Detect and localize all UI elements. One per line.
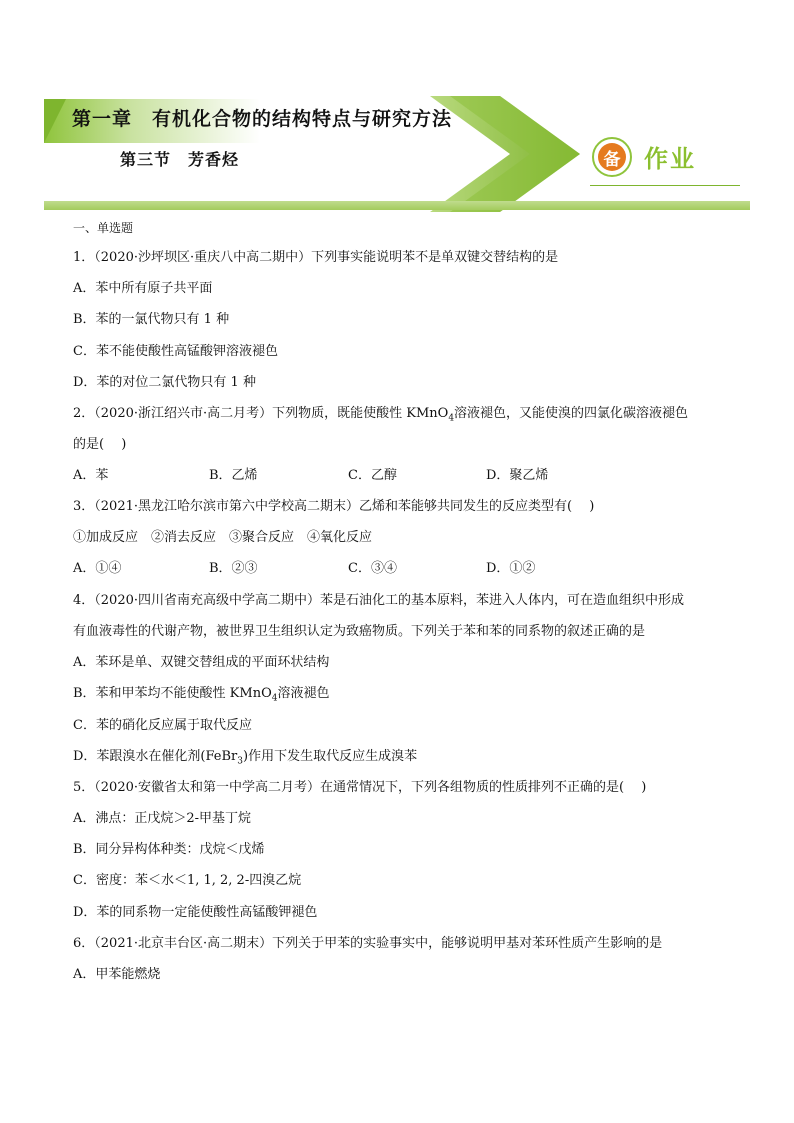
badge-char: 备 (598, 143, 626, 171)
q2-option-c: C．乙醇 (348, 468, 397, 483)
chevron-arrow-icon (430, 96, 590, 214)
q1-option-c: C．苯不能使酸性高锰酸钾溶液褪色 (73, 344, 278, 359)
q5-option-a: A．沸点：正戊烷＞2-甲基丁烷 (73, 811, 252, 826)
q3-option-c: C．③④ (348, 561, 397, 576)
q6-stem: 6．（2021·北京丰台区·高二期末）下列关于甲苯的实验事实中，能够说明甲基对苯环性质产生影响的是 (73, 936, 663, 951)
q5-option-c: C．密度：苯＜水＜1, 1, 2, 2-四溴乙烷 (73, 873, 302, 888)
section-title: 第三节 芳香烃 (120, 150, 240, 169)
badge-circle-icon (592, 137, 632, 177)
q4-option-c: C．苯的硝化反应属于取代反应 (73, 718, 252, 733)
q1-option-d: D．苯的对位二氯代物只有 1 种 (73, 375, 256, 390)
q3-option-d: D．①② (486, 561, 536, 576)
header-underline (590, 185, 740, 186)
badge-label: 作业 (644, 145, 696, 173)
q4-stem-line1: 4．（2020·四川省南充高级中学高二期中）苯是石油化工的基本原料，苯进入人体内，可在造血组织中形成 (73, 593, 684, 608)
q4-option-b-sub: 4 (271, 693, 278, 704)
q2-option-d: D．聚乙烯 (486, 468, 549, 483)
q2-stem-line2: 的是( ) (73, 437, 127, 452)
q2-option-b: B．乙烯 (209, 468, 258, 483)
q6-option-a: A．甲苯能燃烧 (73, 967, 161, 982)
section-heading: 一、单选题 (73, 221, 134, 235)
q3-option-a: A．①④ (73, 561, 122, 576)
q5-option-d: D．苯的同系物一定能使酸性高锰酸钾褪色 (73, 905, 318, 920)
q4-option-b-pre: B．苯和甲苯均不能使酸性 KMnO (73, 686, 272, 701)
q5-stem: 5．（2020·安徽省太和第一中学高二月考）在通常情况下，下列各组物质的性质排列不正确的是( ) (73, 780, 647, 795)
q3-option-b: B．②③ (209, 561, 258, 576)
q4-stem-line2: 有血液毒性的代谢产物，被世界卫生组织认定为致癌物质。下列关于苯和苯的同系物的叙述正确的是 (73, 624, 646, 639)
q1-stem: 1．（2020·沙坪坝区·重庆八中高二期中）下列事实能说明苯不是单双键交替结构的是 (73, 250, 559, 265)
q2-stem-post: 溶液褪色，又能使溴的四氯化碳溶液褪色 (454, 406, 689, 421)
q2-stem-sub: 4 (448, 413, 455, 424)
q2-stem-pre: 2．（2020·浙江绍兴市·高二月考）下列物质，既能使酸性 KMnO (73, 406, 449, 421)
q4-option-d-pre: D．苯跟溴水在催化剂(FeBr (73, 749, 238, 764)
q4-option-b (73, 686, 330, 707)
q5-option-b: B．同分异构体种类：戊烷＜戊烯 (73, 842, 265, 857)
q2-option-a: A．苯 (73, 468, 109, 483)
q3-reaction-list: ①加成反应 ②消去反应 ③聚合反应 ④氧化反应 (73, 530, 373, 545)
chapter-title: 第一章 有机化合物的结构特点与研究方法 (72, 108, 453, 130)
q4-option-d-post: )作用下发生取代反应生成溴苯 (243, 749, 418, 764)
q4-option-a: A．苯环是单、双键交替组成的平面环状结构 (73, 655, 330, 670)
q4-option-d-sub: 3 (237, 756, 243, 767)
q1-option-b: B．苯的一氯代物只有 1 种 (73, 312, 230, 327)
q4-option-d (73, 749, 417, 770)
q3-stem: 3．（2021·黑龙江哈尔滨市第六中学校高二期末）乙烯和苯能够共同发生的反应类型有( ) (73, 499, 595, 514)
q1-option-a: A．苯中所有原子共平面 (73, 281, 213, 296)
q2-stem-line1 (73, 406, 688, 427)
q4-option-b-post: 溶液褪色 (277, 686, 330, 701)
header-divider-bar (44, 201, 750, 210)
